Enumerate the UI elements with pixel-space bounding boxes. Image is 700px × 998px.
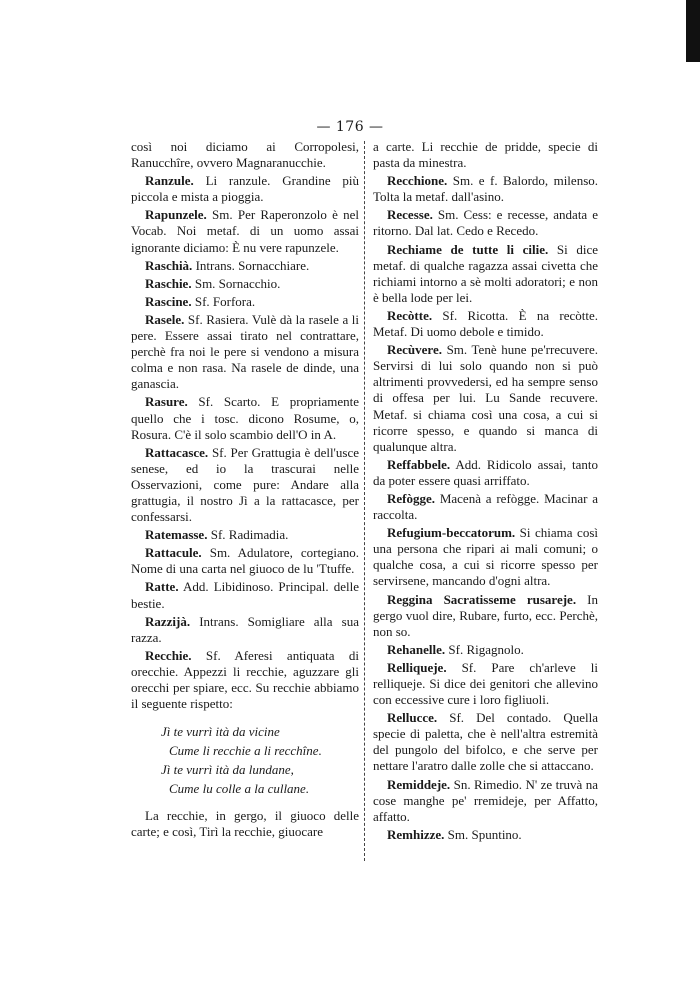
entry-headword: Recòtte. bbox=[387, 307, 433, 323]
entry-definition: Sf. Aferesi antiquata di orecchie. Appezzi li recchie, aguzzare gli orecchi per spiare, ecc. Su recchie abbiamo il seguente rispetto: bbox=[131, 647, 360, 712]
entry-definition: Sm. Tenè hune pe'rrecuvere. Servirsi di lui solo quando non si può altrimenti provvedersi, ed ha sempre senso di offesa per lui. Lu Sande recuvere. Metaf. si chiama così una cosa, a cui si ricorre spesso, e quando si manca di qualunque altra. bbox=[373, 342, 598, 454]
entry-definition: Macenà a refògge. Macinar a raccolta. bbox=[373, 490, 599, 523]
entry-headword: Rascine. bbox=[145, 293, 192, 309]
entry-headword: Rattacule. bbox=[145, 545, 202, 561]
left-outro: La recchie, in gergo, il giuoco delle carte; e così, Tirì la recchie, giuocare bbox=[131, 808, 359, 840]
column-divider bbox=[364, 141, 365, 861]
verse-line: Cume lu colle a la cullane. bbox=[169, 781, 310, 797]
dictionary-entry bbox=[131, 276, 359, 292]
entry-headword: Rasele. bbox=[145, 311, 185, 327]
entry-headword: Ratte. bbox=[145, 579, 179, 595]
entry-definition: Sm. e f. Balordo, milenso. Tolta la metaf. dall'asino. bbox=[373, 173, 598, 205]
page-edge-shadow bbox=[686, 0, 700, 62]
right-entry-list bbox=[373, 173, 598, 843]
entry-definition: Sf. Ricotta. È na recòtte. Metaf. Di uomo debole e timido. bbox=[373, 307, 598, 340]
dictionary-entry bbox=[131, 614, 359, 646]
entry-definition: Sf. Radimadia. bbox=[210, 527, 289, 543]
dictionary-entry bbox=[131, 394, 359, 442]
dictionary-entry bbox=[131, 207, 359, 255]
entry-headword: Remhizze. bbox=[387, 826, 445, 842]
dictionary-entry bbox=[373, 525, 598, 589]
entry-definition: Sm. Adulatore, cortegiano. Nome di una carta nel giuoco de lu 'Ttuffe. bbox=[131, 545, 359, 577]
verse-block bbox=[161, 722, 359, 798]
entry-headword: Rehanelle. bbox=[387, 641, 446, 657]
entry-definition: Si dice metaf. di qualche ragazza assai civetta che richiami intorno a sè molti adoratori; e non è bella lode per lei. bbox=[373, 241, 598, 305]
entry-definition: Intrans. Somigliare alla sua razza. bbox=[131, 613, 359, 645]
dictionary-entry bbox=[131, 527, 359, 543]
entry-headword: Recchione. bbox=[387, 173, 448, 189]
dictionary-entry bbox=[131, 294, 359, 310]
dictionary-entry bbox=[373, 242, 598, 306]
entry-headword: Rattacasce. bbox=[145, 444, 209, 460]
entry-headword: Raschià. bbox=[145, 257, 193, 273]
entry-definition: Si chiama così una persona che ripari ai mali comuni; o qualche cosa, a cui si ricorre spesso per servirsene, mancando d'ogni altra. bbox=[373, 525, 598, 589]
dictionary-entry bbox=[131, 445, 359, 525]
entry-definition: Sm. Cess: e recesse, andata e ritorno. Dal lat. Cedo e Recedo. bbox=[373, 207, 598, 239]
dictionary-entry bbox=[373, 173, 598, 205]
entry-headword: Rechiame de tutte li cilie. bbox=[387, 241, 549, 257]
entry-headword: Reggina Sacratisseme rusareje. bbox=[387, 591, 577, 607]
entry-headword: Razzijà. bbox=[145, 613, 191, 629]
left-column bbox=[131, 139, 359, 842]
dictionary-entry bbox=[373, 777, 598, 825]
entry-definition: Li ranzule. Grandine più piccola e mista a pioggia. bbox=[131, 173, 359, 205]
dictionary-entry bbox=[373, 710, 598, 774]
entry-definition: Sm. Spuntino. bbox=[447, 826, 522, 842]
verse-line: Cume li recchie a li recchîne. bbox=[169, 743, 322, 759]
entry-headword: Ranzule. bbox=[145, 173, 194, 189]
entry-definition: Sf. Rigagnolo. bbox=[448, 641, 524, 657]
dictionary-entry bbox=[373, 827, 598, 843]
entry-definition: Sf. Per Grattugia è dell'usce senese, ed io la trascurai nelle Osservazioni, come pure: Andare alla grattugia, il nostro Jì a la rattacasce, per confessarsi. bbox=[131, 444, 360, 525]
dictionary-entry bbox=[373, 592, 598, 640]
entry-definition: Sf. Scarto. E propriamente quello che i tosc. dicono Rosume, o, Rosura. C'è il solo scambio dell'O in A. bbox=[131, 394, 359, 442]
entry-headword: Refògge. bbox=[387, 490, 436, 506]
left-entry-list bbox=[131, 173, 359, 712]
dictionary-entry bbox=[373, 660, 598, 708]
dictionary-entry bbox=[373, 308, 598, 340]
dictionary-entry bbox=[373, 642, 598, 658]
dictionary-entry bbox=[373, 342, 598, 455]
entry-definition: Intrans. Sornacchiare. bbox=[195, 257, 310, 273]
page-number: — 176 — bbox=[316, 119, 384, 135]
dictionary-entry bbox=[131, 312, 359, 392]
entry-definition: Sm. Sornacchio. bbox=[194, 275, 281, 291]
entry-definition: Sf. Pare ch'arleve li relliqueje. Si dice dei genitori che allevino con eccessive cure i loro figliuoli. bbox=[373, 659, 598, 708]
entry-definition: Sm. Per Raperonzolo è nel Vocab. Noi metaf. di un uomo assai ignorante diciamo: È nu vere rapunzele. bbox=[131, 207, 359, 255]
entry-definition: Sn. Rimedio. N' ze truvà na cose manghe pe' rremideje, per Affatto, affatto. bbox=[373, 776, 599, 824]
entry-headword: Raschie. bbox=[145, 275, 192, 291]
entry-headword: Refugium-beccatorum. bbox=[387, 525, 516, 541]
left-intro: così noi diciamo ai Corropolesi, Ranucchîre, ovvero Magnaranucchie. bbox=[131, 139, 359, 171]
entry-headword: Rasure. bbox=[145, 394, 188, 410]
entry-headword: Remiddeje. bbox=[387, 776, 451, 792]
entry-headword: Reffabbele. bbox=[387, 456, 451, 472]
entry-headword: Recchie. bbox=[145, 647, 192, 663]
entry-headword: Recesse. bbox=[387, 207, 433, 223]
dictionary-entry bbox=[373, 491, 598, 523]
dictionary-entry bbox=[131, 173, 359, 205]
entry-definition: Sf. Del contado. Quella specie di paletta, che è nell'altra estremità del pungolo del bifolco, e che serve per nettare l'aratro dalle zolle che si attaccano. bbox=[373, 710, 598, 774]
right-column bbox=[373, 139, 598, 845]
entry-definition: Sf. Forfora. bbox=[194, 293, 256, 309]
entry-definition: Add. Libidinoso. Principal. delle bestie. bbox=[131, 579, 359, 611]
entry-headword: Ratemasse. bbox=[145, 527, 208, 543]
right-intro: a carte. Li recchie de pridde, specie di pasta da minestra. bbox=[373, 139, 598, 171]
entry-definition: In gergo vuol dire, Rubare, furto, ecc. Perchè, non so. bbox=[373, 591, 598, 639]
entry-definition: Sf. Rasiera. Vulè dà la rasele a li pere. Essere assai tirato nel contrattare, perchè fra noi le pere si vendono a misura colma e non rasa. Na rasele de dinde, una ganascia. bbox=[131, 311, 360, 392]
dictionary-entry bbox=[131, 258, 359, 274]
verse-line: Jì te vurrì ità da vicine bbox=[161, 724, 280, 740]
verse-line: Jì te vurrì ità da lundane, bbox=[161, 762, 294, 778]
dictionary-entry bbox=[131, 545, 359, 577]
dictionary-entry bbox=[131, 579, 359, 611]
entry-headword: Relliqueje. bbox=[387, 659, 447, 675]
dictionary-entry bbox=[373, 457, 598, 489]
entry-headword: Rapunzele. bbox=[145, 207, 207, 223]
dictionary-entry bbox=[131, 648, 359, 712]
entry-definition: Add. Ridicolo assai, tanto da poter essere quasi arriffato. bbox=[373, 456, 598, 488]
dictionary-entry bbox=[373, 207, 598, 239]
entry-headword: Rellucce. bbox=[387, 710, 438, 726]
entry-headword: Recùvere. bbox=[387, 342, 442, 358]
